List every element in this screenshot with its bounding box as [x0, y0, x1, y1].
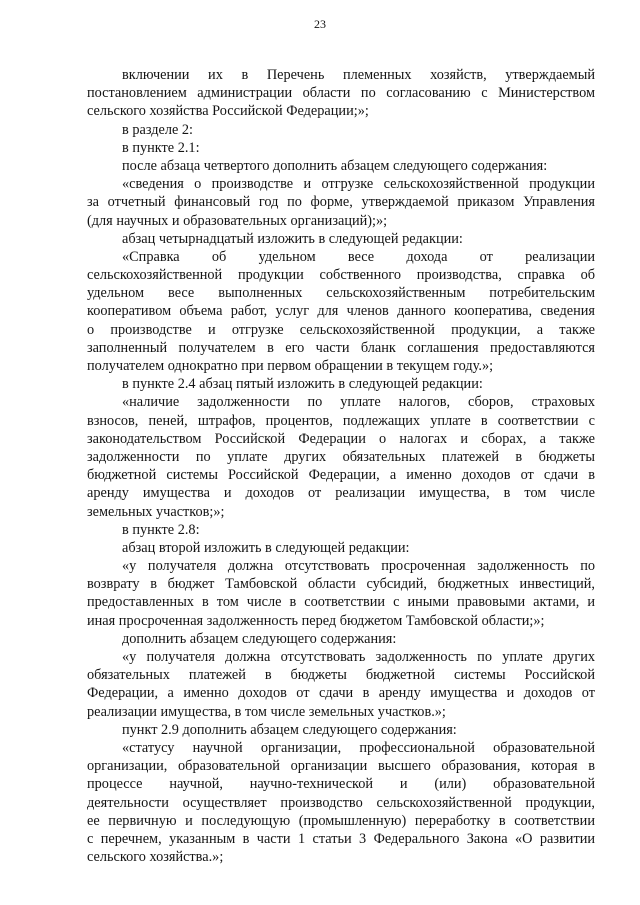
- text-line: организации, образовательной организации высшего образования, которая в: [87, 758, 595, 775]
- text-line: заполненный получателем в его части бланк соглашения предоставляются: [87, 339, 595, 356]
- text-line: задолженности по уплате других обязательных платежей в бюджеты: [87, 448, 595, 465]
- page-number: 23: [314, 17, 326, 31]
- text-line: абзац второй изложить в следующей редакции:: [122, 539, 410, 556]
- text-line: взносов, пеней, штрафов, процентов, подлежащих уплате в соответствии с: [87, 412, 595, 429]
- text-line: «Справка об удельном весе дохода от реализации: [122, 248, 595, 265]
- text-line: в пункте 2.1:: [122, 139, 200, 156]
- text-line: «сведения о производстве и отгрузке сельскохозяйственной продукции: [122, 176, 595, 193]
- text-line: «у получателя должна отсутствовать просроченная задолженность по: [122, 558, 595, 575]
- text-line: «у получателя должна отсутствовать задолженность по уплате других: [122, 649, 595, 665]
- text-line: реализации имущества, в том числе земельных участков.»;: [87, 703, 446, 720]
- text-line: кооперативом объема работ, услуг для членов данного кооператива, сведения: [87, 303, 595, 320]
- text-line: аренду имущества и доходов от реализации имущества, в том числе: [87, 485, 595, 502]
- text-line: ее первичную и последующую (промышленную) переработку в соответствии: [87, 812, 595, 829]
- text-line: включении их в Перечень племенных хозяйств, утверждаемый: [122, 67, 595, 83]
- document-body: [87, 66, 595, 866]
- text-line: «наличие задолженности по уплате налогов, сборов, страховых: [122, 394, 595, 411]
- text-line: в пункте 2.4 абзац пятый изложить в следующей редакции:: [122, 376, 483, 393]
- text-line: (для научных и образовательных организаций);»;: [87, 212, 388, 229]
- text-line: о производстве и отгрузке сельскохозяйственной продукции, а также: [87, 321, 595, 338]
- text-line: предоставленных в том числе в соответствии с иными правовыми актами, и: [87, 594, 595, 611]
- text-line: возврату в бюджет Тамбовской области субсидий, бюджетных инвестиций,: [87, 576, 595, 593]
- text-line: сельского хозяйства.»;: [87, 849, 224, 866]
- text-line: процессе научной, научно-технической и (или) образовательной: [87, 776, 595, 793]
- text-line: «статусу научной организации, профессиональной образовательной: [122, 739, 595, 756]
- text-line: абзац четырнадцатый изложить в следующей редакции:: [122, 230, 463, 247]
- text-line: после абзаца четвертого дополнить абзацем следующего содержания:: [122, 157, 548, 174]
- text-line: сельскохозяйственной продукции собственного производства, справка об: [87, 267, 595, 284]
- text-line: дополнить абзацем следующего содержания:: [122, 630, 397, 647]
- text-line: в пункте 2.8:: [122, 521, 200, 538]
- text-line: бюджетной системы Российской Федерации, а именно доходов от сдачи в: [87, 467, 595, 484]
- text-line: с перечнем, указанным в части 1 статьи 3 Федерального Закона «О развитии: [87, 830, 595, 847]
- text-line: удельном весе выполненных сельскохозяйственным потребительским: [87, 285, 595, 302]
- text-line: иная просроченная задолженность перед бюджетом Тамбовской области;»;: [87, 612, 545, 629]
- text-line: сельского хозяйства Российской Федерации;»;: [87, 103, 369, 120]
- text-line: получателем однократно при первом обращении в текущем году.»;: [87, 358, 494, 374]
- text-line: постановлением администрации области по согласованию с Министерством: [87, 85, 595, 102]
- text-line: в разделе 2:: [122, 121, 194, 138]
- text-line: деятельности осуществляет производство сельскохозяйственной продукции,: [87, 794, 595, 811]
- text-line: пункт 2.9 дополнить абзацем следующего содержания:: [122, 721, 457, 738]
- text-line: законодательством Российской Федерации о налогах и сборах, а также: [87, 430, 595, 447]
- text-line: за отчетный финансовый год по форме, утверждаемой приказом Управления: [87, 194, 595, 211]
- text-line: Федерации, а именно доходов от сдачи в аренду имущества и доходов от: [87, 685, 595, 702]
- text-line: земельных участков;»;: [87, 503, 225, 520]
- text-line: обязательных платежей в бюджеты бюджетной системы Российской: [87, 667, 595, 684]
